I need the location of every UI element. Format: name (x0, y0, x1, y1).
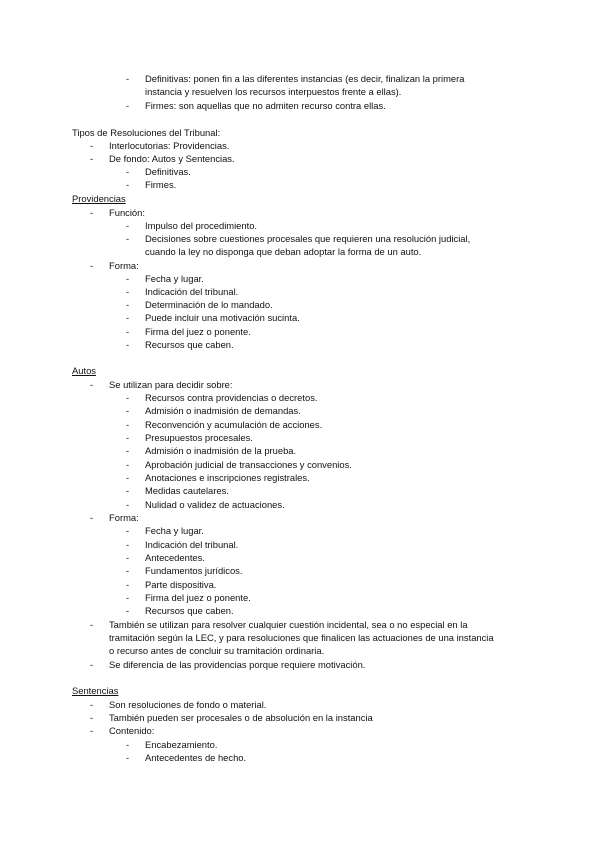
list-item-continuation (90, 631, 494, 644)
bullet: - (90, 207, 94, 218)
bullet: - (90, 699, 94, 710)
list-item-text: Se diferencia de las providencias porque requiere motivación. (109, 659, 366, 670)
list-item-text: Parte dispositiva. (145, 579, 217, 590)
list-item-text: Fundamentos jurídicos. (145, 565, 243, 576)
section-title: Tipos de Resoluciones del Tribunal: (72, 127, 221, 138)
list-item (126, 751, 246, 764)
list-item-text: tramitación según la LEC, y para resoluciones que finalicen las actuaciones de una instancia (109, 632, 494, 643)
list-item (90, 206, 145, 219)
list-item (126, 391, 317, 404)
bullet: - (126, 405, 130, 416)
list-item-text: Forma: (109, 260, 139, 271)
bullet: - (126, 220, 130, 231)
bullet: - (126, 592, 130, 603)
list-item-text: Reconvención y acumulación de acciones. (145, 419, 323, 430)
bullet: - (126, 565, 130, 576)
bullet: - (126, 739, 130, 750)
list-item (126, 524, 204, 537)
bullet: - (90, 659, 94, 670)
bullet: - (126, 445, 130, 456)
list-item-text: Decisiones sobre cuestiones procesales que requieren una resolución judicial, (145, 233, 471, 244)
list-item (126, 471, 310, 484)
list-item-text: Fecha y lugar. (145, 525, 204, 536)
list-item-text: Fecha y lugar. (145, 273, 204, 284)
list-item (126, 484, 229, 497)
list-item-text: Firma del juez o ponente. (145, 326, 251, 337)
list-item-text: Se utilizan para decidir sobre: (109, 379, 233, 390)
list-item-text: Definitivas. (145, 166, 191, 177)
list-item (126, 311, 300, 324)
bullet: - (90, 512, 94, 523)
bullet: - (90, 712, 94, 723)
list-item (90, 618, 468, 631)
list-item (90, 152, 235, 165)
bullet: - (126, 299, 130, 310)
list-item-text: Antecedentes de hecho. (145, 752, 247, 763)
list-item (126, 738, 217, 751)
list-item-text: También se utilizan para resolver cualquier cuestión incidental, sea o no especial en la (109, 619, 468, 630)
bullet: - (90, 140, 94, 151)
bullet: - (126, 525, 130, 536)
list-item-text: Indicación del tribunal. (145, 539, 239, 550)
bullet: - (126, 273, 130, 284)
list-item-text: También pueden ser procesales o de absolución en la instancia (109, 712, 373, 723)
list-item-text: Recursos que caben. (145, 605, 234, 616)
list-item-text: Presupuestos procesales. (145, 432, 253, 443)
bullet: - (126, 339, 130, 350)
bullet: - (90, 619, 94, 630)
list-item (126, 578, 216, 591)
list-item (126, 232, 470, 245)
bullet: - (126, 485, 130, 496)
list-item (126, 418, 322, 431)
list-item-text: Admisión o inadmisión de demandas. (145, 405, 301, 416)
list-item (90, 139, 229, 152)
bullet: - (126, 539, 130, 550)
list-item-text: Puede incluir una motivación sucinta. (145, 312, 300, 323)
bullet: - (126, 166, 130, 177)
bullet: - (126, 605, 130, 616)
list-item-text: Anotaciones e inscripciones registrales. (145, 472, 310, 483)
list-item (126, 285, 238, 298)
list-item (126, 604, 234, 617)
bullet: - (126, 752, 130, 763)
list-item-text: Admisión o inadmisión de la prueba. (145, 445, 297, 456)
list-item-text: Contenido: (109, 725, 155, 736)
list-item-text: instancia y resuelven los recursos interpuestos frente a ellas). (145, 86, 402, 97)
bullet: - (126, 100, 130, 111)
list-item (126, 72, 464, 85)
bullet: - (90, 153, 94, 164)
list-item-text: Definitivas: ponen fin a las diferentes instancias (es decir, finalizan la primera (145, 73, 465, 84)
list-item (126, 99, 386, 112)
list-item (90, 259, 139, 272)
list-item-text: Interlocutorias: Providencias. (109, 140, 230, 151)
list-item (126, 272, 204, 285)
list-item-text: Firmes. (145, 179, 177, 190)
list-item-text: Encabezamiento. (145, 739, 218, 750)
list-item-text: Función: (109, 207, 145, 218)
bullet: - (126, 233, 130, 244)
list-item-text: o recurso antes de concluir su tramitación ordinaria. (109, 645, 325, 656)
list-item (126, 178, 176, 191)
list-item-text: Firmes: son aquellas que no admiten recurso contra ellas. (145, 100, 386, 111)
list-item (90, 511, 139, 524)
list-item (90, 378, 233, 391)
bullet: - (126, 286, 130, 297)
list-item-continuation (126, 245, 421, 258)
bullet: - (126, 459, 130, 470)
list-item-text: Recursos que caben. (145, 339, 234, 350)
bullet: - (126, 579, 130, 590)
list-item (126, 165, 191, 178)
list-item (126, 444, 296, 457)
list-item (126, 298, 273, 311)
list-item (90, 698, 266, 711)
list-item-text: cuando la ley no disponga que deban adoptar la forma de un auto. (145, 246, 422, 257)
list-item (126, 404, 301, 417)
list-item-text: Antecedentes. (145, 552, 205, 563)
list-item-text: Aprobación judicial de transacciones y convenios. (145, 459, 352, 470)
list-item-continuation (90, 644, 324, 657)
bullet: - (126, 73, 130, 84)
bullet: - (126, 552, 130, 563)
bullet: - (126, 472, 130, 483)
list-item-text: Firma del juez o ponente. (145, 592, 251, 603)
list-item (126, 338, 234, 351)
list-item-text: Forma: (109, 512, 139, 523)
list-item-text: Nulidad o validez de actuaciones. (145, 499, 285, 510)
list-item-text: Recursos contra providencias o decretos. (145, 392, 318, 403)
list-item-text: Son resoluciones de fondo o material. (109, 699, 267, 710)
bullet: - (90, 725, 94, 736)
list-item-text: Indicación del tribunal. (145, 286, 239, 297)
list-item-continuation (126, 85, 401, 98)
heading-autos: Autos (72, 365, 96, 376)
bullet: - (126, 432, 130, 443)
list-item (90, 711, 373, 724)
list-item (126, 591, 251, 604)
list-item (126, 219, 257, 232)
list-item (126, 538, 238, 551)
list-item (126, 431, 253, 444)
list-item (126, 551, 205, 564)
list-item-text: Impulso del procedimiento. (145, 220, 258, 231)
list-item (126, 564, 242, 577)
bullet: - (126, 326, 130, 337)
list-item (90, 658, 365, 671)
heading-sentencias: Sentencias (72, 685, 119, 696)
bullet: - (90, 260, 94, 271)
bullet: - (126, 312, 130, 323)
list-item-text: Determinación de lo mandado. (145, 299, 273, 310)
list-item-text: De fondo: Autos y Sentencias. (109, 153, 235, 164)
list-item (126, 325, 251, 338)
bullet: - (126, 392, 130, 403)
list-item-text: Medidas cautelares. (145, 485, 229, 496)
list-item (90, 724, 154, 737)
list-item (126, 458, 352, 471)
bullet: - (90, 379, 94, 390)
bullet: - (126, 179, 130, 190)
bullet: - (126, 499, 130, 510)
bullet: - (126, 419, 130, 430)
heading-providencias: Providencias (72, 193, 126, 204)
list-item (126, 498, 285, 511)
